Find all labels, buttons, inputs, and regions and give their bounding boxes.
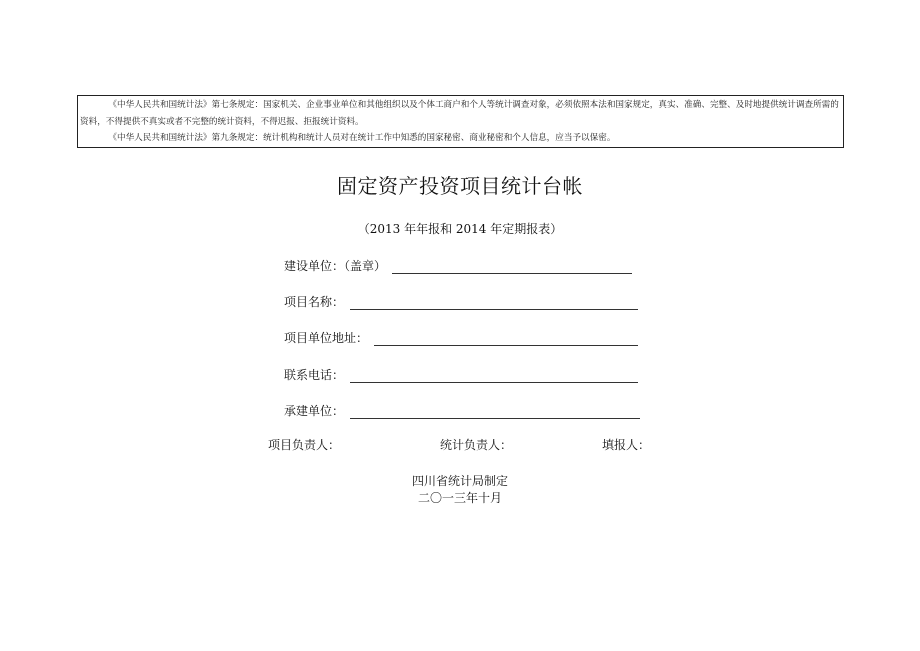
page-title: 固定资产投资项目统计台帐 bbox=[337, 174, 583, 198]
legal-notice-box bbox=[77, 95, 844, 148]
project-address-blank-line[interactable] bbox=[374, 331, 638, 346]
project-address-field bbox=[284, 328, 638, 346]
construction-unit-blank-line[interactable] bbox=[392, 259, 632, 274]
project-name-label: 项目名称： bbox=[284, 295, 345, 309]
phone-label: 联系电话： bbox=[284, 368, 345, 382]
stats-lead-signature: 统计负责人： bbox=[440, 438, 513, 452]
construction-unit-field bbox=[284, 256, 632, 274]
construction-unit-label: 建设单位：（盖章） bbox=[284, 259, 387, 273]
contractor-label: 承建单位： bbox=[284, 404, 345, 418]
project-lead-signature: 项目负责人： bbox=[268, 438, 341, 452]
project-name-field bbox=[284, 292, 638, 310]
project-name-blank-line[interactable] bbox=[350, 295, 638, 310]
issue-date-text: 二〇一三年十月 bbox=[417, 491, 502, 505]
contractor-blank-line[interactable] bbox=[350, 404, 640, 419]
phone-field bbox=[284, 365, 638, 383]
notice-paragraph-article-9: 《中华人民共和国统计法》第九条规定：统计机构和统计人员对在统计工作中知悉的国家秘密、商业秘密和个人信息，应当予以保密。 bbox=[108, 133, 616, 143]
project-address-label: 项目单位地址： bbox=[284, 331, 369, 345]
page-subtitle: （2013 年年报和 2014 年定期报表） bbox=[357, 222, 563, 236]
phone-blank-line[interactable] bbox=[350, 368, 638, 383]
contractor-field bbox=[284, 401, 640, 419]
filler-signature: 填报人： bbox=[602, 438, 651, 452]
issuer-text: 四川省统计局制定 bbox=[411, 474, 508, 488]
notice-paragraph-article-7: 《中华人民共和国统计法》第七条规定：国家机关、企业事业单位和其他组织以及个体工商户和个人等统计调查对象，必须依照本法和国家规定，真实、准确、完整、及时地提供统计调查所需的资料，不得提供不真实或者不完整的统计资料，不得迟报、拒报统计资料。 bbox=[80, 100, 839, 127]
